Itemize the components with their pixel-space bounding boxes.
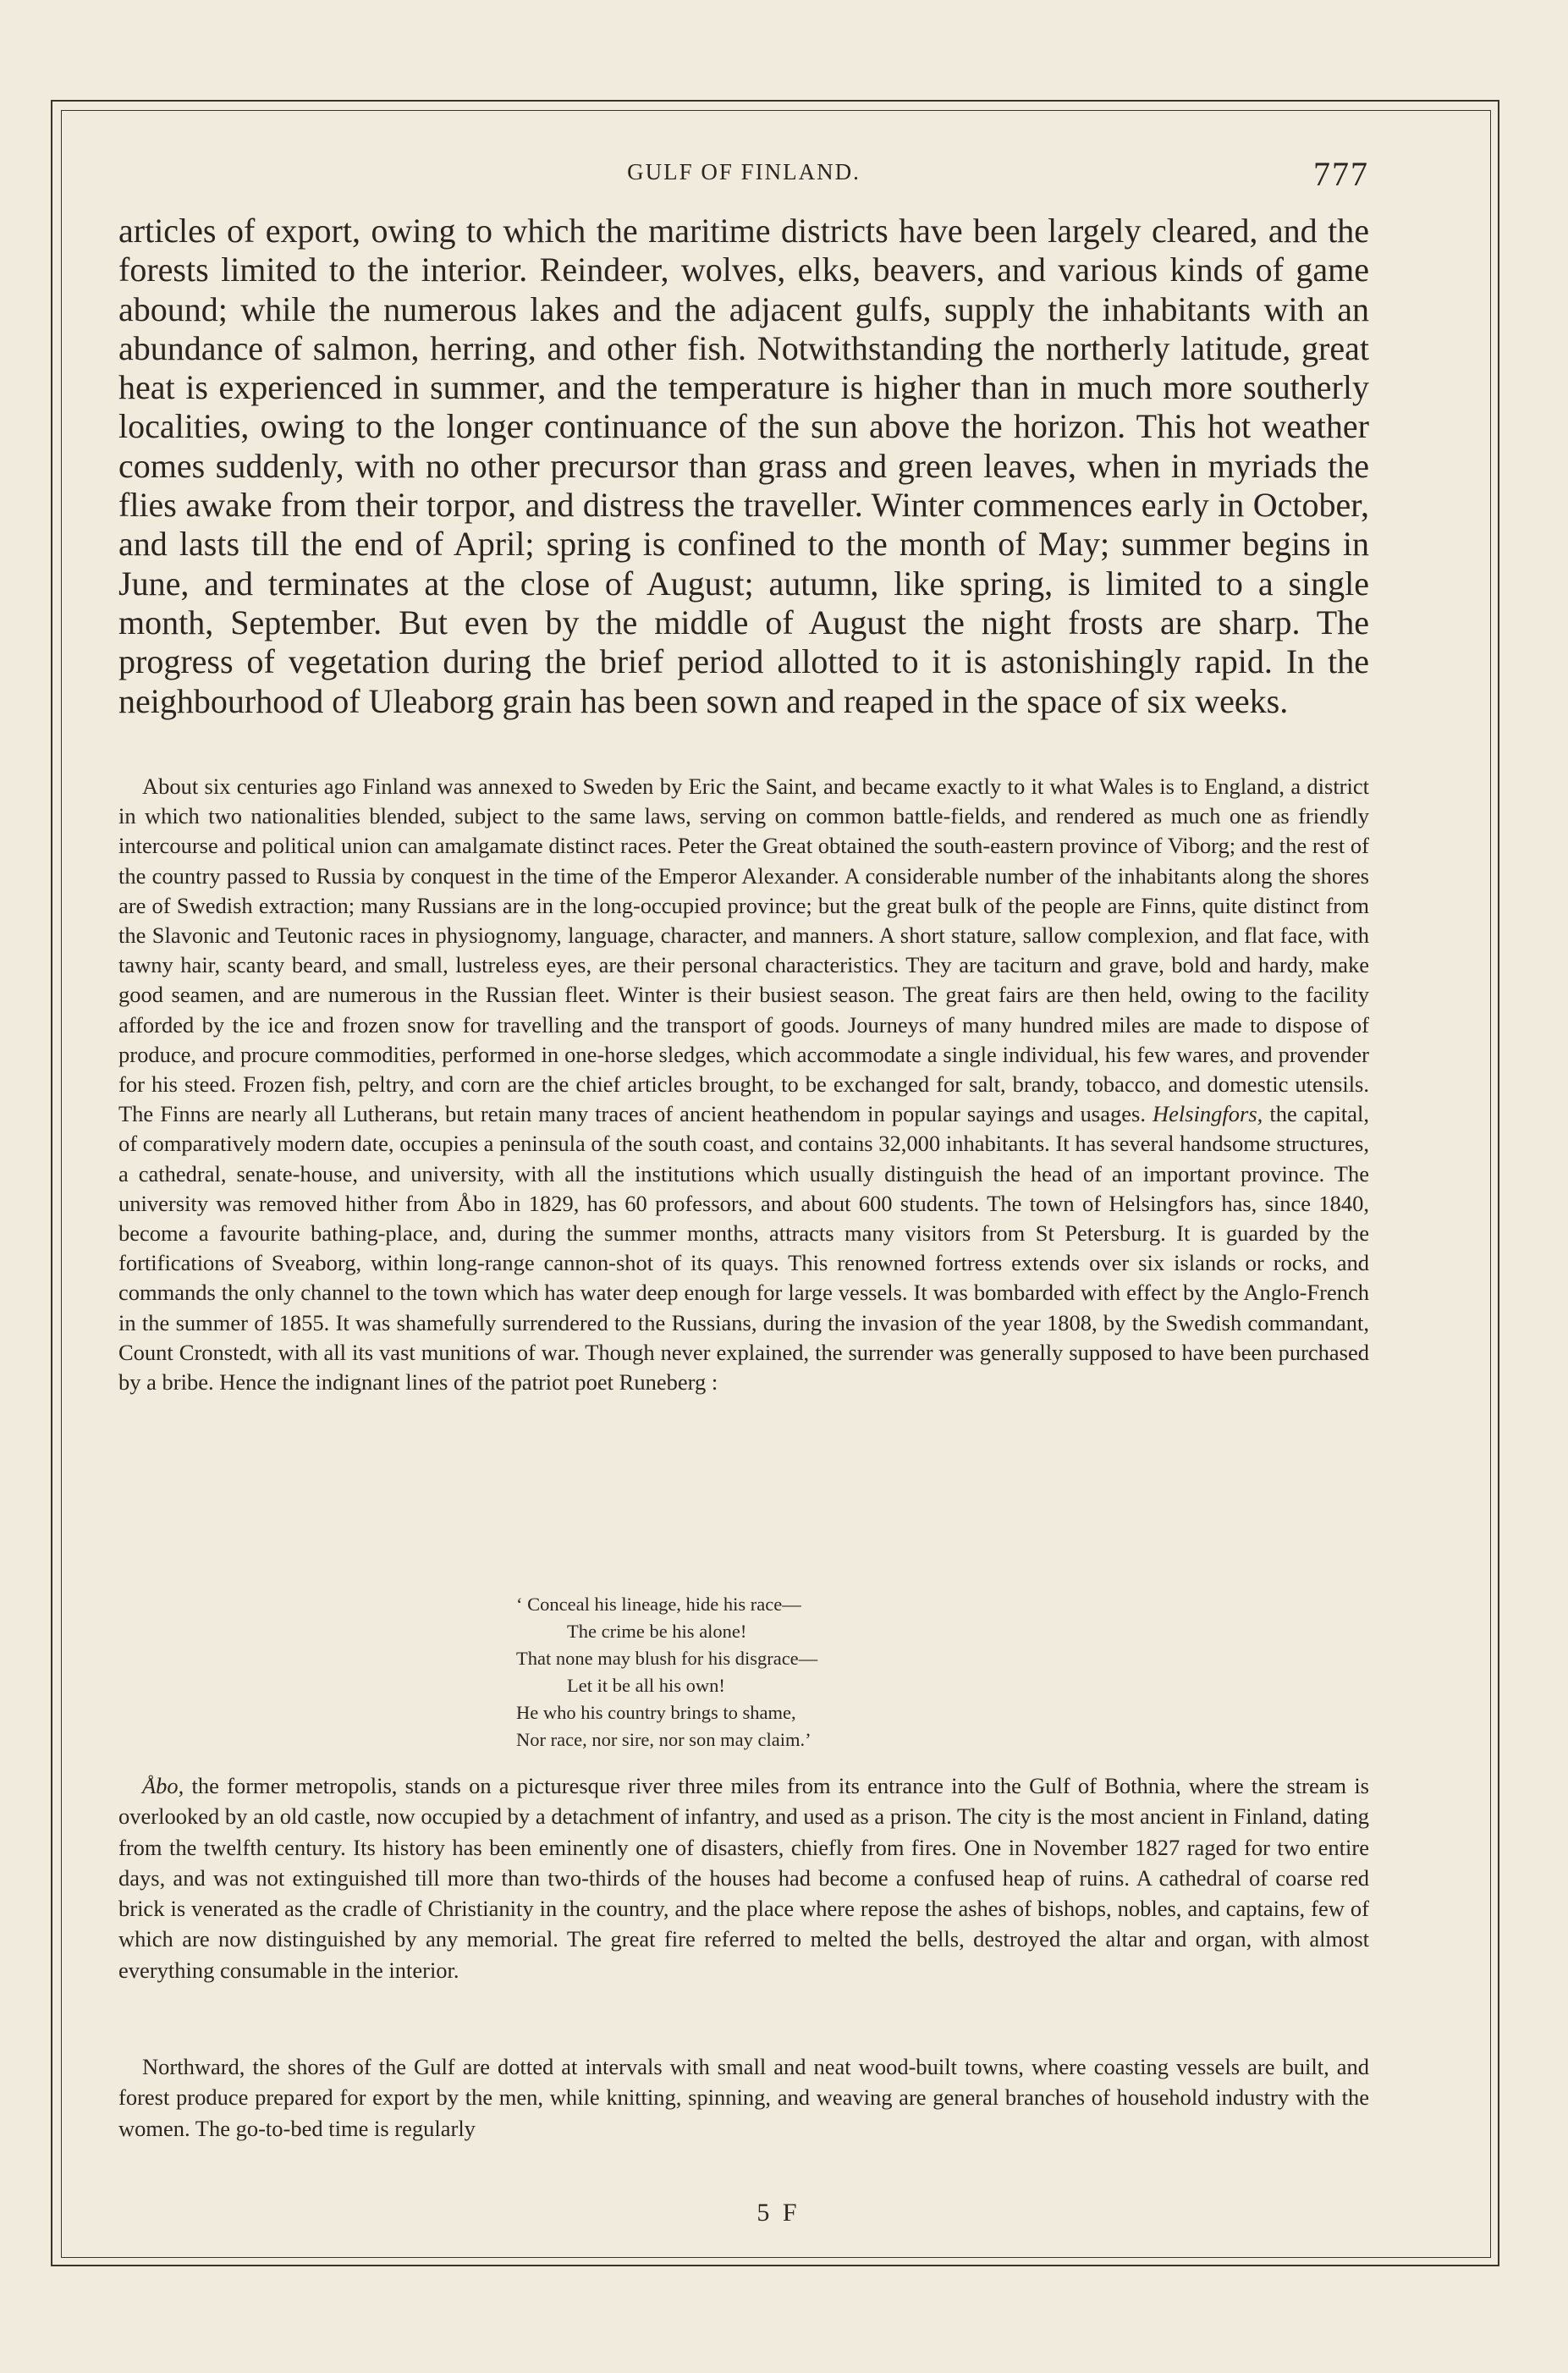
body-paragraph-abo (118, 1770, 1369, 1985)
paragraph-text: the former metropolis, stands on a picturesque river three miles from its entrance into the Gulf of Bothnia, where the stream is overlooked by an old castle, now occupied by a detachment of infantry, and used as a prison. The city is the most ancient in Finland, dating from the twelfth century. Its history has been eminently one of disasters, chiefly from fires. One in November 1827 raged for two entire days, and was not extinguished till more than two-thirds of the houses had become a confused heap of ruins. A cathedral of coarse red brick is venerated as the cradle of Christianity in the country, and the place where repose the ashes of bishops, nobles, and captains, few of which are now distinguished by any memorial. The great fire referred to melted the bells, destroyed the altar and organ, with almost everything consumable in the interior. (118, 1773, 1369, 1983)
page-number: 777 (1313, 155, 1369, 193)
verse-line: The crime be his alone! (567, 1621, 747, 1642)
verse-line: ‘ Conceal his lineage, hide his race— (516, 1594, 801, 1615)
verse-line: Nor race, nor sire, nor son may claim.’ (516, 1729, 812, 1750)
running-head: GULF OF FINLAND. (627, 159, 861, 184)
place-name-abo: Åbo, (142, 1773, 184, 1798)
paragraph-text: About six centuries ago Finland was annexed to Sweden by Eric the Saint, and became exactly to it what Wales is to England, a district in which two nationalities blended, subject to the same laws, serving on common battle-fields, and rendered as much one as friendly intercourse and political union can amalgamate distinct races. Peter the Great obtained the south-eastern province of Viborg; and the rest of the country passed to Russia by conquest in the time of the Emperor Alexander. A considerable number of the inhabitants along the shores are of Swedish extraction; many Russians are in the long-occupied province; but the great bulk of the people are Finns, quite distinct from the Slavonic and Teutonic races in physiognomy, language, character, and manners. A short stature, sallow complexion, and flat face, with tawny hair, scanty beard, and small, lustreless eyes, are their personal characteristics. They are taciturn and grave, bold and hardy, make good seamen, and are numerous in the Russian fleet. Winter is their busiest season. The great fairs are then held, owing to the facility afforded by the ice and frozen snow for travelling and the transport of goods. Journeys of many hundred miles are made to dispose of produce, and procure commodities, performed in one-horse sledges, which accommodate a single individual, his few wares, and provender for his steed. Frozen fish, peltry, and corn are the chief articles brought, to be exchanged for salt, brandy, tobacco, and domestic utensils. The Finns are nearly all Lutherans, but retain many traces of ancient heathendom in popular sayings and usages. (118, 774, 1369, 1127)
paragraph-text-continued: the capital, of comparatively modern date, occupies a peninsula of the south coast, and contains 32,000 inhabitants. It has several handsome structures, a cathedral, senate-house, and university, with all the institutions which usually distinguish the head of an important province. The university was removed hither from Åbo in 1829, has 60 professors, and about 600 students. The town of Helsingfors has, since 1840, become a favourite bathing-place, and, during the summer months, attracts many visitors from St Petersburg. It is guarded by the fortifications of Sveaborg, within long-range cannon-shot of its quays. This renowned fortress extends over six islands or rocks, and commands the only channel to the town which has water deep enough for large vessels. It was bombarded with effect by the Anglo-French in the summer of 1855. It was shamefully surrendered to the Russians, during the invasion of the year 1808, by the Swedish commandant, Count Cronstedt, with all its vast munitions of war. Though never explained, the surrender was generally supposed to have been purchased by a bribe. Hence the indignant lines of the patriot poet Runeberg : (118, 1101, 1370, 1396)
verse-line: That none may blush for his disgrace— (516, 1648, 818, 1669)
place-name-helsingfors: Helsingfors, (1153, 1101, 1263, 1127)
verse-line: Let it be all his own! (567, 1675, 725, 1696)
signature-mark: 5 F (756, 2199, 801, 2227)
body-paragraph-northward: Northward, the shores of the Gulf are dotted at intervals with small and neat wood-built towns, where coasting vessels are built, and forest produce prepared for export by the men, while knitting, spinning, and weaving are general branches of household industry with the women. The go-to-bed time is regularly (118, 2054, 1369, 2141)
verse-line: He who his country brings to shame, (516, 1702, 796, 1723)
body-paragraph-finland (118, 772, 1369, 1397)
verse-quotation (516, 1591, 1109, 1754)
page-header (118, 154, 1369, 205)
body-paragraph-large: articles of export, owing to which the maritime districts have been largely cleared, and the forests limited to the interior. Reindeer, wolves, elks, beavers, and various kinds of game abound; while the numerous lakes and the adjacent gulfs, supply the inhabitants with an abundance of salmon, herring, and other fish. Notwithstanding the northerly latitude, great heat is experienced in summer, and the temperature is higher than in much more southerly localities, owing to the longer continuance of the sun above the horizon. This hot weather comes suddenly, with no other precursor than grass and green leaves, when in myriads the flies awake from their torpor, and distress the traveller. Winter commences early in October, and lasts till the end of April; spring is confined to the month of May; summer begins in June, and terminates at the close of August; autumn, like spring, is limited to a single month, September. But even by the middle of August the night frosts are sharp. The progress of vegetation during the brief period allotted to it is astonishingly rapid. In the neighbourhood of Uleaborg grain has been sown and reaped in the space of six weeks. (118, 212, 1369, 720)
